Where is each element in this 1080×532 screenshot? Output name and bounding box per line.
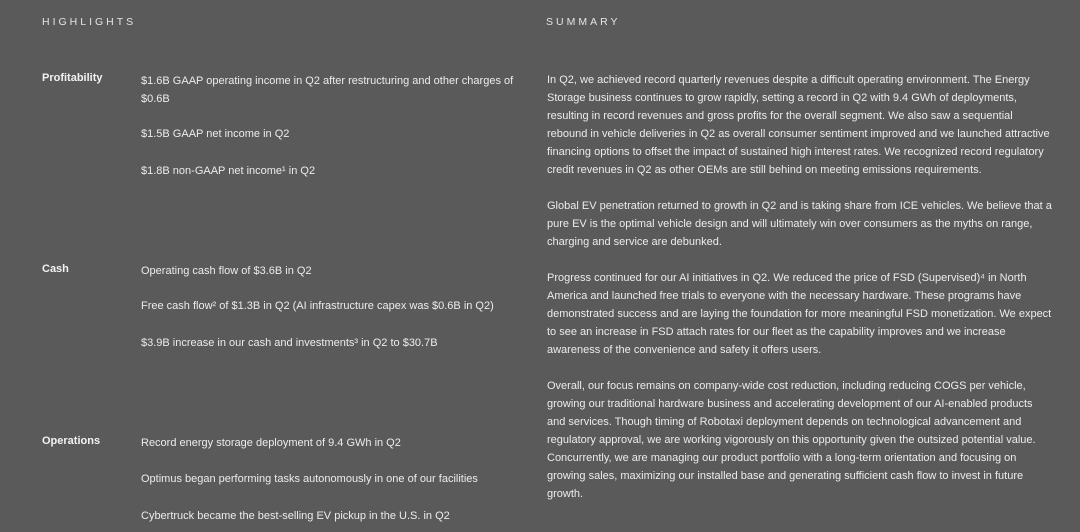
summary-paragraph: In Q2, we achieved record quarterly revenues despite a difficult operating environment. The Energy Storage business continues to grow rapidly, setting a record in Q2 with 9.4 GWh of deployments, resulting in record revenues and gross profits for the overall segment. We also saw a sequential rebound in vehicle deliveries in Q2 as overall consumer sentiment improved and we launched attractive financing options to offset the impact of sustained high interest rates. We recognized record regulatory credit revenues in Q2 as other OEMs are still behind on meeting emissions requirements. [547,74,1050,176]
profitability-item: $1.5B GAAP net income in Q2 [141,128,290,140]
operations-item: Record energy storage deployment of 9.4 GWh in Q2 [141,437,401,449]
summary-paragraph: Global EV penetration returned to growth in Q2 and is taking share from ICE vehicles. We believe that a pure EV is the optimal vehicle design and will ultimately win over consumers as the myths on range, charging and service are debunked. [547,200,1052,248]
operations-label: Operations [42,435,101,447]
profitability-item: $1.8B non-GAAP net income¹ in Q2 [141,165,316,177]
profitability-label: Profitability [42,72,103,84]
summary-header: SUMMARY [546,16,621,28]
profitability-item: $1.6B GAAP operating income in Q2 after restructuring and other charges of $0.6B [141,75,514,105]
summary-paragraph: Progress continued for our AI initiatives in Q2. We reduced the price of FSD (Supervised)⁴ in North America and launched free trials to everyone with the necessary hardware. These programs have demonstrated success and are laying the foundation for more meaningful FSD monetization. We expect to see an increase in FSD attach rates for our fleet as the capability improves and we increase awareness of the convenience and safety it offers users. [547,272,1052,356]
summary-body [547,71,1052,521]
summary-paragraph: Overall, our focus remains on company-wide cost reduction, including reducing COGS per vehicle, growing our traditional hardware business and accelerating development of our AI-enabled products and services. Though timing of Robotaxi deployment depends on technological advancement and regulatory approval, we are working vigorously on this opportunity given the outsized potential value. Concurrently, we are managing our product portfolio with a long-term orientation and focusing on growing sales, maximizing our installed base and generating sufficient cash flow to invest in future growth. [547,380,1036,500]
cash-label: Cash [42,263,69,275]
highlights-header: HIGHLIGHTS [42,16,137,28]
cash-item: $3.9B increase in our cash and investments³ in Q2 to $30.7B [141,337,438,349]
operations-item: Optimus began performing tasks autonomously in one of our facilities [141,473,478,485]
operations-item: Cybertruck became the best-selling EV pickup in the U.S. in Q2 [141,510,450,522]
cash-item: Operating cash flow of $3.6B in Q2 [141,265,312,277]
cash-item: Free cash flow² of $1.3B in Q2 (AI infrastructure capex was $0.6B in Q2) [141,300,494,312]
